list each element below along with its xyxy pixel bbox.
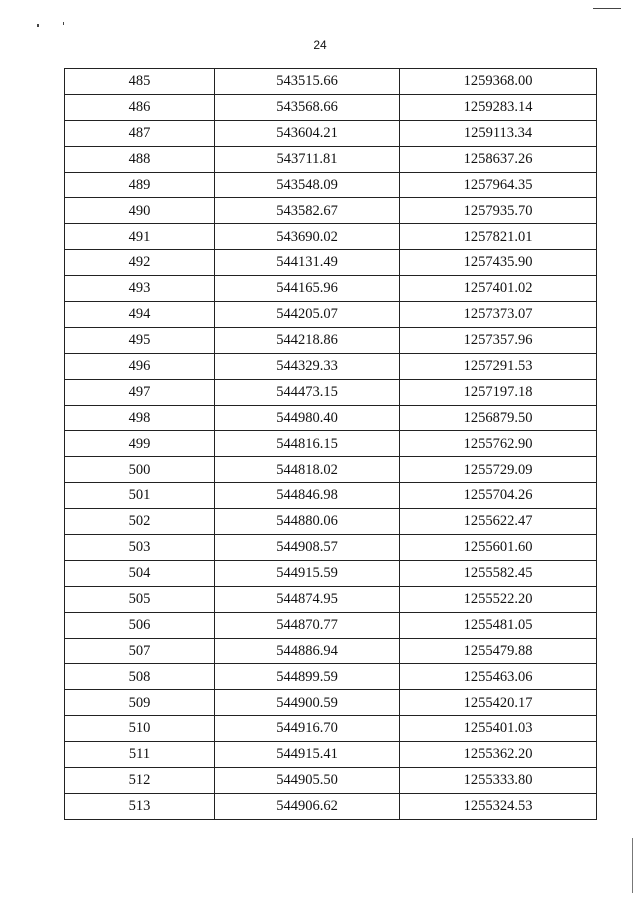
y-coordinate-cell: 1259113.34 bbox=[400, 120, 597, 146]
x-coordinate-cell: 543568.66 bbox=[215, 94, 400, 120]
point-number-cell: 513 bbox=[65, 793, 215, 819]
point-number-cell: 501 bbox=[65, 483, 215, 509]
x-coordinate-cell: 544908.57 bbox=[215, 535, 400, 561]
table-row bbox=[65, 120, 597, 146]
table-row bbox=[65, 742, 597, 768]
table-row bbox=[65, 483, 597, 509]
table-row bbox=[65, 664, 597, 690]
point-number-cell: 502 bbox=[65, 509, 215, 535]
point-number-cell: 497 bbox=[65, 379, 215, 405]
point-number-cell: 486 bbox=[65, 94, 215, 120]
table-row bbox=[65, 353, 597, 379]
x-coordinate-cell: 544205.07 bbox=[215, 302, 400, 328]
x-coordinate-cell: 544906.62 bbox=[215, 793, 400, 819]
point-number-cell: 507 bbox=[65, 638, 215, 664]
x-coordinate-cell: 543582.67 bbox=[215, 198, 400, 224]
y-coordinate-cell: 1257401.02 bbox=[400, 276, 597, 302]
y-coordinate-cell: 1257357.96 bbox=[400, 327, 597, 353]
point-number-cell: 498 bbox=[65, 405, 215, 431]
x-coordinate-cell: 543548.09 bbox=[215, 172, 400, 198]
scan-mark bbox=[593, 8, 621, 9]
table-body bbox=[65, 69, 597, 820]
table-row bbox=[65, 431, 597, 457]
table-row bbox=[65, 69, 597, 95]
x-coordinate-cell: 544846.98 bbox=[215, 483, 400, 509]
point-number-cell: 489 bbox=[65, 172, 215, 198]
point-number-cell: 509 bbox=[65, 690, 215, 716]
y-coordinate-cell: 1255622.47 bbox=[400, 509, 597, 535]
y-coordinate-cell: 1255479.88 bbox=[400, 638, 597, 664]
x-coordinate-cell: 544816.15 bbox=[215, 431, 400, 457]
scan-mark bbox=[37, 24, 39, 27]
x-coordinate-cell: 543690.02 bbox=[215, 224, 400, 250]
point-number-cell: 499 bbox=[65, 431, 215, 457]
x-coordinate-cell: 543604.21 bbox=[215, 120, 400, 146]
y-coordinate-cell: 1257197.18 bbox=[400, 379, 597, 405]
table-row bbox=[65, 94, 597, 120]
y-coordinate-cell: 1257291.53 bbox=[400, 353, 597, 379]
table-row bbox=[65, 198, 597, 224]
x-coordinate-cell: 544916.70 bbox=[215, 716, 400, 742]
x-coordinate-cell: 544329.33 bbox=[215, 353, 400, 379]
point-number-cell: 505 bbox=[65, 586, 215, 612]
y-coordinate-cell: 1256879.50 bbox=[400, 405, 597, 431]
y-coordinate-cell: 1255729.09 bbox=[400, 457, 597, 483]
table-row bbox=[65, 276, 597, 302]
point-number-cell: 511 bbox=[65, 742, 215, 768]
table-row bbox=[65, 768, 597, 794]
x-coordinate-cell: 544218.86 bbox=[215, 327, 400, 353]
y-coordinate-cell: 1255333.80 bbox=[400, 768, 597, 794]
x-coordinate-cell: 544980.40 bbox=[215, 405, 400, 431]
point-number-cell: 503 bbox=[65, 535, 215, 561]
point-number-cell: 493 bbox=[65, 276, 215, 302]
x-coordinate-cell: 544905.50 bbox=[215, 768, 400, 794]
x-coordinate-cell: 544915.41 bbox=[215, 742, 400, 768]
x-coordinate-cell: 544473.15 bbox=[215, 379, 400, 405]
point-number-cell: 490 bbox=[65, 198, 215, 224]
y-coordinate-cell: 1259283.14 bbox=[400, 94, 597, 120]
table-row bbox=[65, 535, 597, 561]
coordinate-table bbox=[64, 68, 597, 820]
point-number-cell: 491 bbox=[65, 224, 215, 250]
y-coordinate-cell: 1255401.03 bbox=[400, 716, 597, 742]
table-row bbox=[65, 224, 597, 250]
y-coordinate-cell: 1257935.70 bbox=[400, 198, 597, 224]
x-coordinate-cell: 544899.59 bbox=[215, 664, 400, 690]
table-row bbox=[65, 146, 597, 172]
y-coordinate-cell: 1255601.60 bbox=[400, 535, 597, 561]
point-number-cell: 504 bbox=[65, 560, 215, 586]
point-number-cell: 496 bbox=[65, 353, 215, 379]
y-coordinate-cell: 1257964.35 bbox=[400, 172, 597, 198]
y-coordinate-cell: 1255762.90 bbox=[400, 431, 597, 457]
table-row bbox=[65, 405, 597, 431]
y-coordinate-cell: 1258637.26 bbox=[400, 146, 597, 172]
scan-mark bbox=[632, 838, 633, 893]
table-row bbox=[65, 638, 597, 664]
x-coordinate-cell: 544165.96 bbox=[215, 276, 400, 302]
y-coordinate-cell: 1259368.00 bbox=[400, 69, 597, 95]
y-coordinate-cell: 1255481.05 bbox=[400, 612, 597, 638]
table-row bbox=[65, 302, 597, 328]
y-coordinate-cell: 1255420.17 bbox=[400, 690, 597, 716]
x-coordinate-cell: 544870.77 bbox=[215, 612, 400, 638]
table-row bbox=[65, 560, 597, 586]
page-number: 24 bbox=[313, 38, 327, 52]
x-coordinate-cell: 544131.49 bbox=[215, 250, 400, 276]
y-coordinate-cell: 1257821.01 bbox=[400, 224, 597, 250]
point-number-cell: 510 bbox=[65, 716, 215, 742]
table-row bbox=[65, 793, 597, 819]
table-row bbox=[65, 716, 597, 742]
table-row bbox=[65, 172, 597, 198]
x-coordinate-cell: 544818.02 bbox=[215, 457, 400, 483]
point-number-cell: 492 bbox=[65, 250, 215, 276]
point-number-cell: 512 bbox=[65, 768, 215, 794]
x-coordinate-cell: 543711.81 bbox=[215, 146, 400, 172]
y-coordinate-cell: 1255463.06 bbox=[400, 664, 597, 690]
point-number-cell: 506 bbox=[65, 612, 215, 638]
point-number-cell: 495 bbox=[65, 327, 215, 353]
point-number-cell: 485 bbox=[65, 69, 215, 95]
point-number-cell: 488 bbox=[65, 146, 215, 172]
x-coordinate-cell: 544915.59 bbox=[215, 560, 400, 586]
point-number-cell: 500 bbox=[65, 457, 215, 483]
y-coordinate-cell: 1255324.53 bbox=[400, 793, 597, 819]
table-row bbox=[65, 690, 597, 716]
scan-mark bbox=[63, 22, 64, 25]
table-row bbox=[65, 586, 597, 612]
table-row bbox=[65, 612, 597, 638]
y-coordinate-cell: 1257373.07 bbox=[400, 302, 597, 328]
table-row bbox=[65, 250, 597, 276]
y-coordinate-cell: 1257435.90 bbox=[400, 250, 597, 276]
x-coordinate-cell: 544900.59 bbox=[215, 690, 400, 716]
point-number-cell: 487 bbox=[65, 120, 215, 146]
x-coordinate-cell: 544886.94 bbox=[215, 638, 400, 664]
y-coordinate-cell: 1255362.20 bbox=[400, 742, 597, 768]
table-row bbox=[65, 509, 597, 535]
x-coordinate-cell: 544874.95 bbox=[215, 586, 400, 612]
point-number-cell: 494 bbox=[65, 302, 215, 328]
point-number-cell: 508 bbox=[65, 664, 215, 690]
table-row bbox=[65, 327, 597, 353]
y-coordinate-cell: 1255582.45 bbox=[400, 560, 597, 586]
x-coordinate-cell: 544880.06 bbox=[215, 509, 400, 535]
y-coordinate-cell: 1255704.26 bbox=[400, 483, 597, 509]
x-coordinate-cell: 543515.66 bbox=[215, 69, 400, 95]
table-row bbox=[65, 379, 597, 405]
y-coordinate-cell: 1255522.20 bbox=[400, 586, 597, 612]
table-row bbox=[65, 457, 597, 483]
